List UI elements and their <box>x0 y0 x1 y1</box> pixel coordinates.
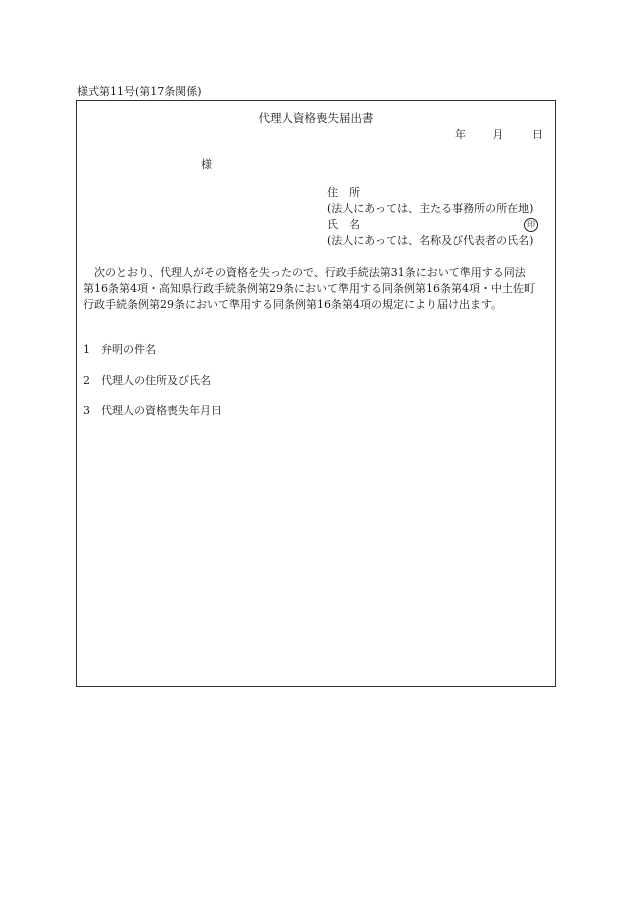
date-month-label: 月 <box>492 128 504 141</box>
addressee-suffix: 様 <box>201 158 212 171</box>
document-title: 代理人資格喪失届出書 <box>258 111 374 125</box>
name-label: 氏 名 <box>327 218 360 231</box>
notice-body <box>83 265 551 313</box>
address-note: (法人にあっては、主たる事務所の所在地) <box>327 202 534 215</box>
name-note: (法人にあっては、名称及び代表者の氏名) <box>327 234 534 247</box>
form-number: 様式第11号(第17条関係) <box>77 85 202 98</box>
notice-line-2: 第16条第4項・高知県行政手続条例第29条において準用する同条例第16条第4項・中土佐町 <box>83 282 535 295</box>
item-number: 3 <box>83 404 90 417</box>
item-subject <box>83 344 156 355</box>
address-label: 住 所 <box>327 186 360 199</box>
item-agent-address-name <box>83 375 211 386</box>
seal-mark-icon: 印 <box>524 218 538 232</box>
notice-line-3: 行政手続条例第29条において準用する同条例第16条第4項の規定により届け出ます。 <box>83 298 503 311</box>
date-day-label: 日 <box>532 128 543 141</box>
notice-line-1: 次のとおり、代理人がその資格を失ったので、行政手続法第31条において準用する同法 <box>83 266 526 279</box>
date-row <box>455 129 543 140</box>
item-loss-date <box>83 405 222 416</box>
item-label: 代理人の住所及び氏名 <box>101 374 211 387</box>
date-year-label: 年 <box>455 128 466 141</box>
item-label: 代理人の資格喪失年月日 <box>101 404 222 417</box>
item-number: 1 <box>83 343 90 356</box>
form-frame <box>76 100 556 687</box>
item-label: 弁明の件名 <box>101 343 156 356</box>
item-number: 2 <box>83 374 90 387</box>
